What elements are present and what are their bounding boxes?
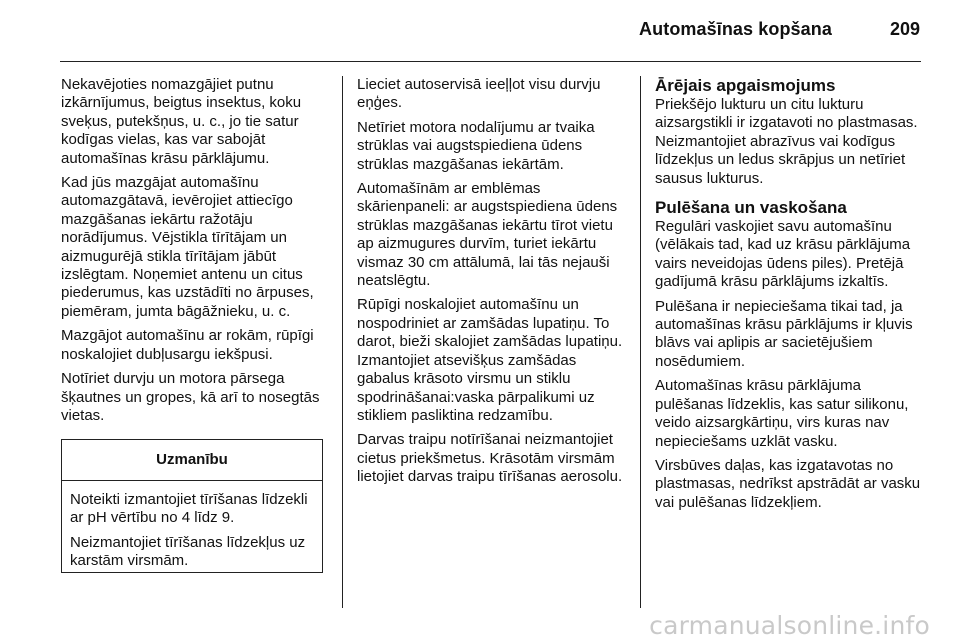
column-1	[61, 76, 329, 431]
warning-paragraph: Noteikti izmantojiet tīrīšanas līdzekli ar pH vērtību no 4 līdz 9.	[70, 491, 308, 527]
column-divider	[640, 76, 641, 608]
paragraph: Kad jūs mazgājat automašīnu automazgātavā, ievērojiet attiecīgo mazgāšanas iekārtu ražotāju norādījumus. Vējstikla tīrītājam un aizmugurējā stikla tīrītājam jābūt izslēgtam. Noņemiet antenu un citus piederumus, kas uzstādīti no ārpuses, piemēram, jumta bāgāžnieku, u. c.	[61, 174, 314, 320]
page-header	[0, 0, 960, 62]
section-heading: Pulēšana un vaskošana	[655, 198, 847, 218]
paragraph: Pulēšana ir nepieciešama tikai tad, ja automašīnas krāsu pārklājums ir kļuvis blāvs vai aplipis ar sacietējušiem nosēdumiem.	[655, 297, 913, 370]
section-heading: Ārējais apgaismojums	[655, 76, 836, 95]
warning-body	[62, 481, 322, 571]
warning-box	[61, 439, 323, 573]
paragraph: Mazgājot automašīnu ar rokām, rūpīgi noskalojiet dubļusargu iekšpusi.	[61, 327, 314, 363]
paragraph: Priekšējo lukturu un citu lukturu aizsargstikli ir izgatavoti no plastmasas. Neizmantojiet abrazīvus vai kodīgus līdzekļus un ledus skrāpjus un netīriet sausus lukturus.	[655, 96, 918, 187]
column-3	[655, 76, 925, 518]
paragraph: Lieciet autoservisā ieeļļot visu durvju eņģes.	[357, 76, 601, 112]
paragraph: Nekavējoties nomazgājiet putnu izkārnījumus, beigtus insektus, koku sveķus, putekšņus, u. c., jo tie satur kodīgas vielas, kas var sabojāt automašīnas krāsu pārklājumu.	[61, 76, 302, 167]
paragraph: Virsbūves daļas, kas izgatavotas no plastmasas, nedrīkst apstrādāt ar vasku vai pulēšanas līdzekļiem.	[655, 456, 921, 511]
chapter-title: Automašīnas kopšana	[639, 19, 832, 39]
column-divider	[342, 76, 343, 608]
paragraph: Regulāri vaskojiet savu automašīnu (vēlākais tad, kad uz krāsu pārklājuma vairs neveidojas ūdens piles). Pretējā gadījumā krāsu pārklājums izkaltīs.	[655, 218, 911, 291]
paragraph: Rūpīgi noskalojiet automašīnu un nospodriniet ar zamšādas lupatiņu. To darot, bieži skalojiet zamšādas lupatiņu. Izmantojiet atsevišķus zamšādas gabalus krāsoto virsmu un stiklu spodrināšanai:vaska pārpalikumi uz stikliem pasliktina redzamību.	[357, 296, 623, 424]
column-2	[357, 76, 627, 493]
paragraph: Netīriet motora nodalījumu ar tvaika strūklas vai augstspiediena ūdens strūklas mazgāšanas iekārtām.	[357, 118, 595, 173]
watermark: carmanualsonline.info	[649, 611, 930, 640]
paragraph: Darvas traipu notīrīšanai neizmantojiet cietus priekšmetus. Krāsotām virsmām lietojiet darvas traipu tīrīšanas aerosolu.	[357, 431, 623, 486]
paragraph: Notīriet durvju un motora pārsega šķautnes un gropes, kā arī to nosegtās vietas.	[61, 370, 320, 424]
paragraph: Automašīnām ar emblēmas skārienpaneli: ar augstspiediena ūdens strūklas mazgāšanas iekārtu tīrot vietu ap aizmugures durvīm, turiet iekārtu vismaz 30 cm attālumā, lai tās nejauši neatslēgtu.	[357, 180, 618, 290]
paragraph: Automašīnas krāsu pārklājuma pulēšanas līdzeklis, kas satur silikonu, veido aizsargkārtiņu, virs kuras nav nepieciešams uzklāt vasku.	[655, 377, 909, 450]
warning-heading: Uzmanību	[62, 440, 322, 481]
page-number: 209	[889, 19, 920, 39]
warning-paragraph: Neizmantojiet tīrīšanas līdzekļus uz karstām virsmām.	[70, 533, 306, 570]
header-divider	[60, 61, 921, 62]
